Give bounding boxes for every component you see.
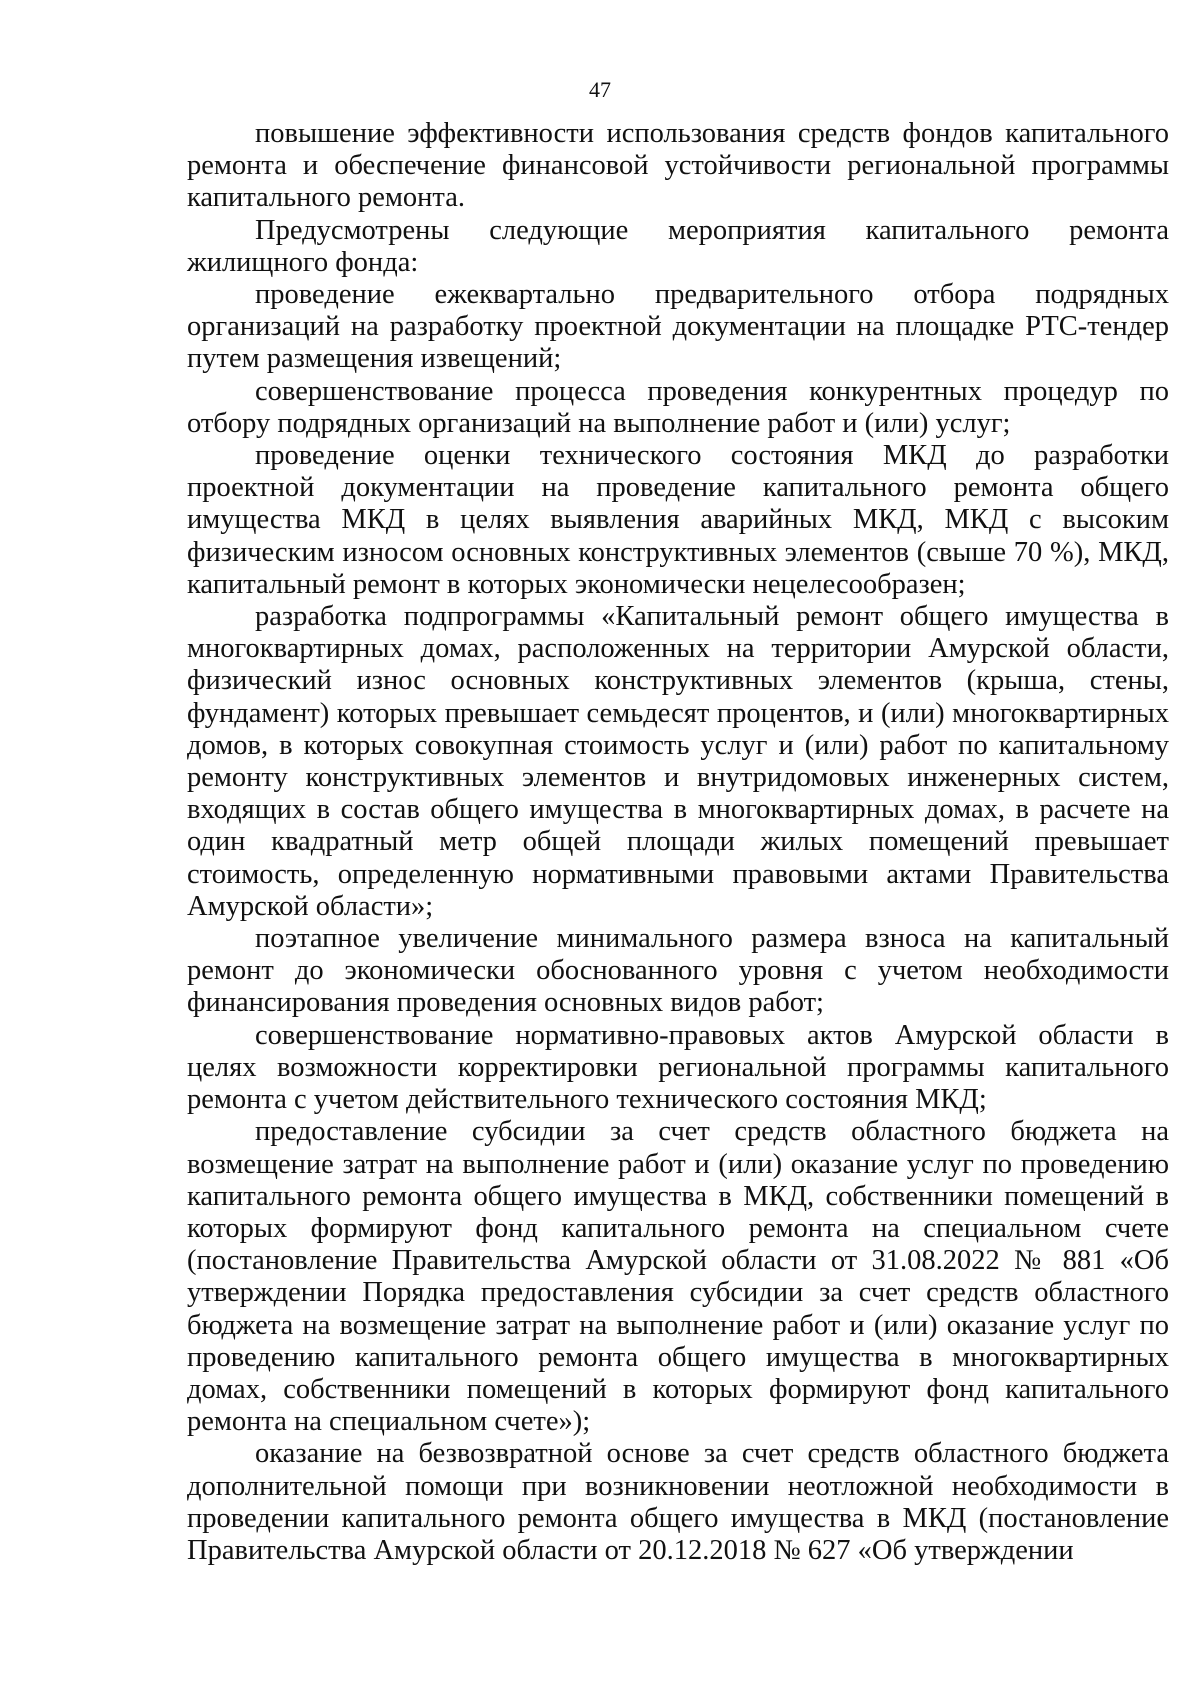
paragraph-fund-efficiency: повышение эффективности использования средств фондов капитального ремонта и обеспечение финансовой устойчивости региональной программы капитального ремонта. <box>187 118 1169 214</box>
paragraph-procurement-improvement: совершенствование процесса проведения конкурентных процедур по отбору подрядных организаций на выполнение работ и (или) услуг; <box>187 375 1169 439</box>
paragraph-contractor-preselection: проведение ежеквартально предварительного отбора подрядных организаций на разработку проектной документации на площадке РТС-тендер путем размещения извещений; <box>187 279 1169 375</box>
paragraph-regulatory-improvement: совершенствование нормативно-правовых актов Амурской области в целях возможности корректировки региональной программы капитального ремонта с учетом действительного технического состояния МКД; <box>187 1019 1169 1116</box>
paragraph-planned-measures: Предусмотрены следующие мероприятия капитального ремонта жилищного фонда: <box>187 214 1169 278</box>
document-body <box>187 118 1169 1567</box>
paragraph-subprogram-development: разработка подпрограммы «Капитальный ремонт общего имущества в многоквартирных домах, расположенных на территории Амурской области, физический износ основных конструктивных элементов (крыша, стены, фундамент) которых превышает семьдесят процентов, и (или) многоквартирных домов, в которых совокупная стоимость услуг и (или) работ по капитальному ремонту конструктивных элементов и внутридомовых инженерных систем, входящих в состав общего имущества в многоквартирных домах, в расчете на один квадратный метр общей площади жилых помещений превышает стоимость, определенную нормативными правовыми актами Правительства Амурской области»; <box>187 601 1169 922</box>
paragraph-urgent-assistance: оказание на безвозвратной основе за счет средств областного бюджета дополнительной помощи при возникновении неотложной необходимости в проведении капитального ремонта общего имущества в МКД (постановление Правительства Амурской области от 20.12.2018 № 627 «Об утверждении <box>187 1438 1169 1566</box>
page-number: 47 <box>589 77 611 102</box>
paragraph-technical-assessment: проведение оценки технического состояния МКД до разработки проектной документации на проведение капитального ремонта общего имущества МКД в целях выявления аварийных МКД, МКД с высоким физическим износом основных конструктивных элементов (свыше 70 %), МКД, капитальный ремонт в которых экономически нецелесообразен; <box>187 440 1169 600</box>
paragraph-contribution-increase: поэтапное увеличение минимального размера взноса на капитальный ремонт до экономически обоснованного уровня с учетом необходимости финансирования проведения основных видов работ; <box>187 923 1169 1019</box>
paragraph-subsidy-provision: предоставление субсидии за счет средств областного бюджета на возмещение затрат на выполнение работ и (или) оказание услуг по проведению капитального ремонта общего имущества в МКД, собственники помещений в которых формируют фонд капитального ремонта на специальном счете (постановление Правительства Амурской области от 31.08.2022 № 881 «Об утверждении Порядка предоставления субсидии за счет средств областного бюджета на возмещение затрат на выполнение работ и (или) оказание услуг по проведению капитального ремонта общего имущества в многоквартирных домах, собственники помещений в которых формируют фонд капитального ремонта на специальном счете»); <box>187 1116 1169 1438</box>
